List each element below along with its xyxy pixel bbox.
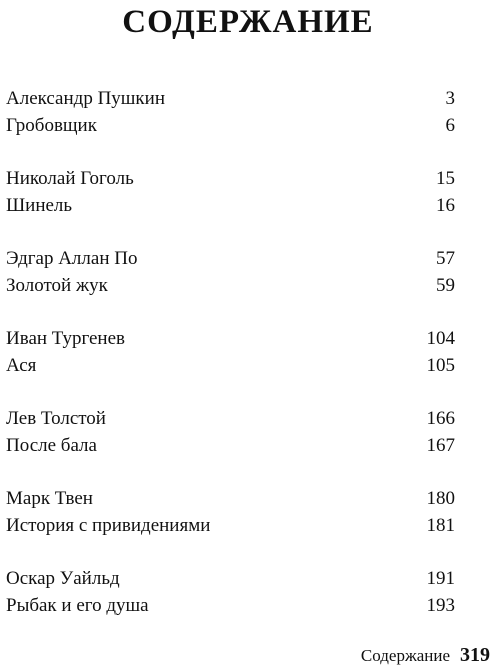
page-footer bbox=[361, 644, 490, 667]
toc-entry-label: Ася bbox=[6, 355, 37, 376]
toc-entry-page: 105 bbox=[426, 355, 455, 376]
toc-entry-page: 181 bbox=[426, 515, 455, 536]
toc-entry-label: Шинель bbox=[6, 195, 73, 216]
toc-entry[interactable] bbox=[6, 432, 455, 459]
toc-entry[interactable] bbox=[6, 592, 455, 619]
page-number: 319 bbox=[460, 644, 490, 666]
toc-entry-page: 6 bbox=[445, 115, 455, 136]
toc-group-wilde bbox=[6, 565, 455, 619]
toc-entry-label: После бала bbox=[6, 435, 97, 456]
toc-entry[interactable] bbox=[6, 165, 455, 192]
toc-group-turgenev bbox=[6, 325, 455, 379]
toc-entry-page: 15 bbox=[436, 168, 455, 189]
toc-entry-label: Гробовщик bbox=[6, 115, 97, 136]
toc-entry-label: Лев Толстой bbox=[6, 408, 106, 429]
toc-entry-page: 57 bbox=[436, 248, 455, 269]
toc-entry-page: 193 bbox=[426, 595, 455, 616]
toc-entry[interactable] bbox=[6, 245, 455, 272]
toc-entry-label: Рыбак и его душа bbox=[6, 595, 149, 616]
toc-entry-label: Марк Твен bbox=[6, 488, 93, 509]
table-of-contents bbox=[6, 85, 455, 645]
toc-entry-page: 167 bbox=[426, 435, 455, 456]
toc-entry-label: Оскар Уайльд bbox=[6, 568, 120, 589]
toc-entry-page: 59 bbox=[436, 275, 455, 296]
toc-entry[interactable] bbox=[6, 352, 455, 379]
toc-entry-label: Николай Гоголь bbox=[6, 168, 134, 189]
page-title: СОДЕРЖАНИЕ bbox=[122, 4, 374, 40]
toc-group-twain bbox=[6, 485, 455, 539]
toc-entry-page: 166 bbox=[426, 408, 455, 429]
toc-entry[interactable] bbox=[6, 272, 455, 299]
toc-entry-label: Эдгар Аллан По bbox=[6, 248, 138, 269]
toc-entry[interactable] bbox=[6, 512, 455, 539]
toc-entry-label: Александр Пушкин bbox=[6, 88, 165, 109]
toc-entry-page: 16 bbox=[436, 195, 455, 216]
toc-entry-page: 191 bbox=[426, 568, 455, 589]
toc-entry[interactable] bbox=[6, 565, 455, 592]
running-head: Содержание bbox=[360, 646, 450, 665]
toc-group-gogol bbox=[6, 165, 455, 219]
toc-entry-label: История с привидениями bbox=[6, 515, 211, 536]
toc-group-pushkin bbox=[6, 85, 455, 139]
toc-group-tolstoy bbox=[6, 405, 455, 459]
toc-entry-page: 180 bbox=[426, 488, 455, 509]
toc-entry-page: 3 bbox=[445, 88, 455, 109]
toc-entry-label: Иван Тургенев bbox=[6, 328, 126, 349]
toc-entry-page: 104 bbox=[426, 328, 455, 349]
toc-entry-label: Золотой жук bbox=[6, 275, 108, 296]
toc-entry[interactable] bbox=[6, 192, 455, 219]
toc-entry[interactable] bbox=[6, 85, 455, 112]
toc-entry[interactable] bbox=[6, 325, 455, 352]
toc-entry[interactable] bbox=[6, 485, 455, 512]
toc-entry[interactable] bbox=[6, 112, 455, 139]
toc-group-poe bbox=[6, 245, 455, 299]
toc-entry[interactable] bbox=[6, 405, 455, 432]
